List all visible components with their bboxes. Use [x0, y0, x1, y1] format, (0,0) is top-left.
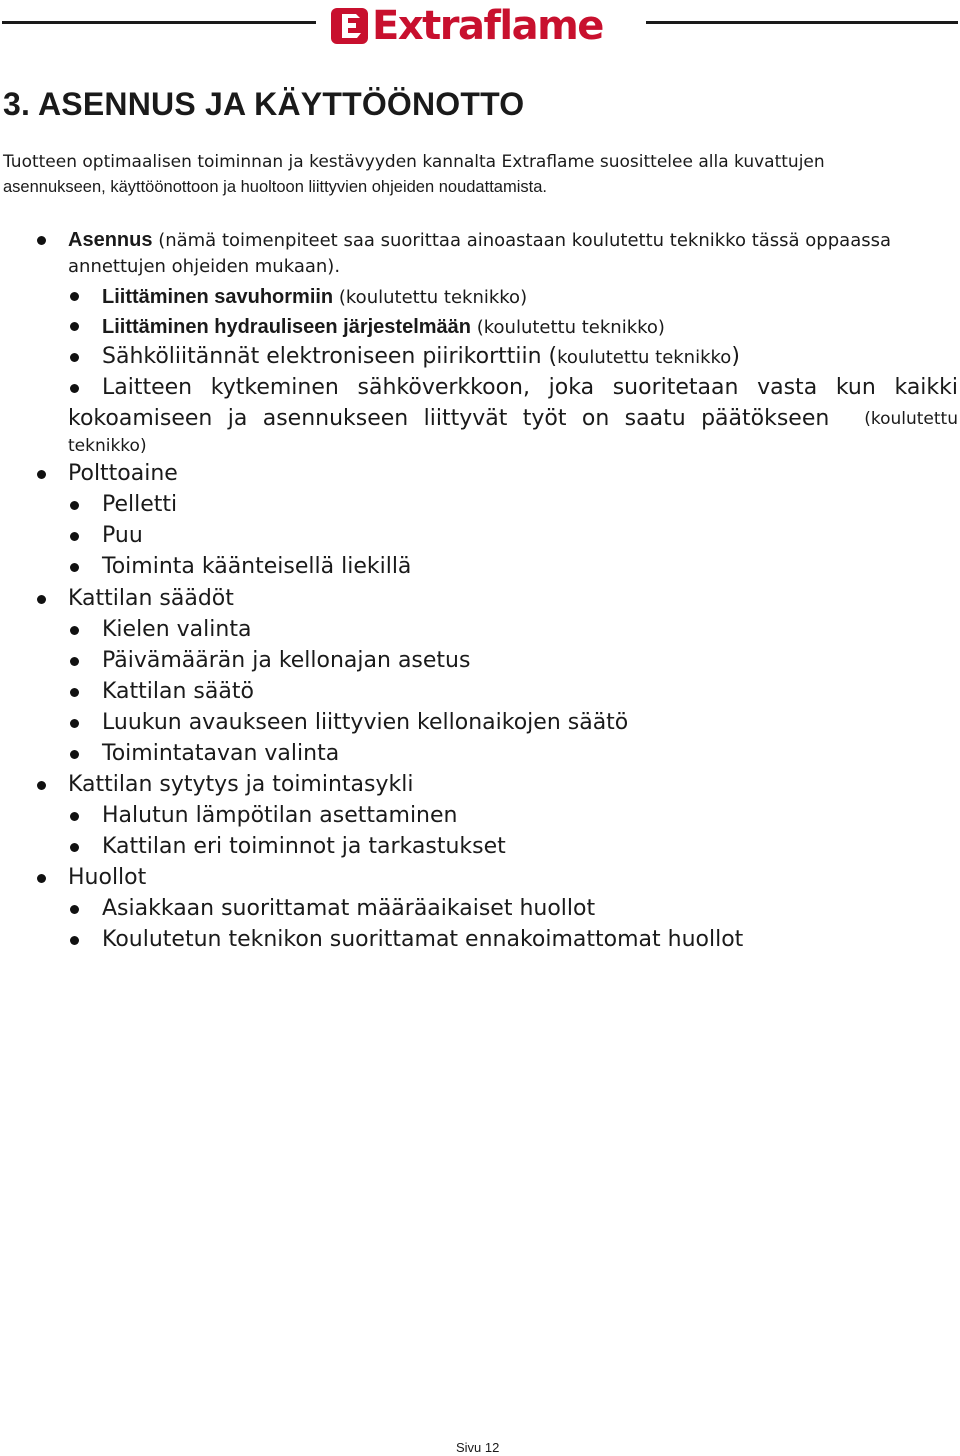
bullet — [70, 626, 79, 635]
bullet — [70, 936, 79, 945]
list-item: Toimintatavan valinta — [102, 741, 340, 766]
bullet — [70, 905, 79, 914]
bullet — [37, 874, 46, 883]
list-item-note: (koulutettu teknikko) — [333, 287, 528, 308]
list-item-label: Sähköliitännät elektroniseen piirikorttiin ( — [102, 344, 558, 369]
bullet — [70, 532, 79, 541]
bullet — [37, 595, 46, 604]
list-item — [102, 343, 740, 372]
list-item-label: Liittäminen savuhormiin — [102, 286, 334, 308]
page-title: 3. ASENNUS JA KÄYTTÖÖNOTTO — [3, 86, 525, 122]
page-header — [0, 0, 960, 52]
list-item-note: koulutettu teknikko — [557, 347, 732, 368]
list-item-note: (koulutettu teknikko) — [471, 317, 665, 338]
list-group-label: Kattilan sytytys ja toimintasykli — [68, 772, 414, 797]
header-rule-right — [646, 21, 958, 24]
bullet — [70, 843, 79, 852]
list-item-label: kokoamiseen ja asennukseen liittyvät työt on saatu päätökseen — [68, 406, 830, 431]
bullet — [70, 353, 79, 362]
list-item-close: ) — [731, 344, 740, 369]
list-item: Luukun avaukseen liittyvien kellonaikojen säätö — [102, 710, 629, 735]
bullet — [70, 657, 79, 666]
list-item: Kattilan säätö — [102, 679, 254, 704]
list-group-label: Huollot — [68, 865, 147, 890]
list-group-label: Polttoaine — [68, 461, 178, 486]
bullet — [70, 384, 79, 393]
intro-line-2: asennukseen, käyttöönottoon ja huoltoon liittyvien ohjeiden noudattamista. — [3, 178, 547, 196]
list-item — [102, 283, 527, 312]
list-item: Koulutetun teknikon suorittamat ennakoimattomat huollot — [102, 927, 744, 952]
list-item: Kielen valinta — [102, 617, 252, 642]
list-item-note: (nämä toimenpiteet saa suorittaa ainoastaan koulutettu teknikko tässä oppaassa — [152, 230, 892, 251]
list-item: Asiakkaan suorittamat määräaikaiset huollot — [102, 896, 596, 921]
list-item: Pelletti — [102, 492, 178, 517]
list-group-label: Kattilan säädöt — [68, 586, 234, 611]
bullet — [70, 292, 79, 301]
bullet — [37, 470, 46, 479]
list-item-label: Asennus — [68, 229, 153, 251]
header-rule-left — [2, 21, 316, 24]
list-item-note: teknikko) — [68, 436, 147, 456]
bullet — [70, 563, 79, 572]
page-number: Sivu 12 — [456, 1440, 500, 1455]
bullet — [37, 236, 46, 245]
bullet — [70, 812, 79, 821]
list-item-asennus-cont: annettujen ohjeiden mukaan). — [68, 256, 341, 277]
list-item: Kattilan eri toiminnot ja tarkastukset — [102, 834, 506, 859]
intro-line-1: Tuotteen optimaalisen toiminnan ja kestävyyden kannalta Extraflame suosittelee alla kuvattujen — [3, 152, 825, 172]
list-item: Halutun lämpötilan asettaminen — [102, 803, 458, 828]
list-item-asennus — [68, 226, 891, 255]
bullet — [70, 719, 79, 728]
flame-e-logo-icon — [330, 6, 370, 46]
intro-paragraph — [3, 150, 957, 200]
list-item — [102, 313, 665, 342]
bullet — [70, 688, 79, 697]
list-item: Puu — [102, 523, 143, 548]
bullet — [70, 322, 79, 331]
bullet — [70, 501, 79, 510]
list-item: Toiminta käänteisellä liekillä — [102, 554, 412, 579]
list-item-note: (koulutettu — [864, 409, 958, 429]
list-item: Päivämäärän ja kellonajan asetus — [102, 648, 471, 673]
brand-name: Extraflame — [372, 3, 603, 49]
bullet — [70, 750, 79, 759]
brand-logo — [330, 4, 603, 48]
list-item: Laitteen kytkeminen sähköverkkoon, joka suoritetaan vasta kun kaikki — [102, 375, 958, 400]
list-item-cont — [68, 405, 958, 433]
list-item-label: Liittäminen hydrauliseen järjestelmään — [102, 316, 472, 338]
bullet — [37, 781, 46, 790]
